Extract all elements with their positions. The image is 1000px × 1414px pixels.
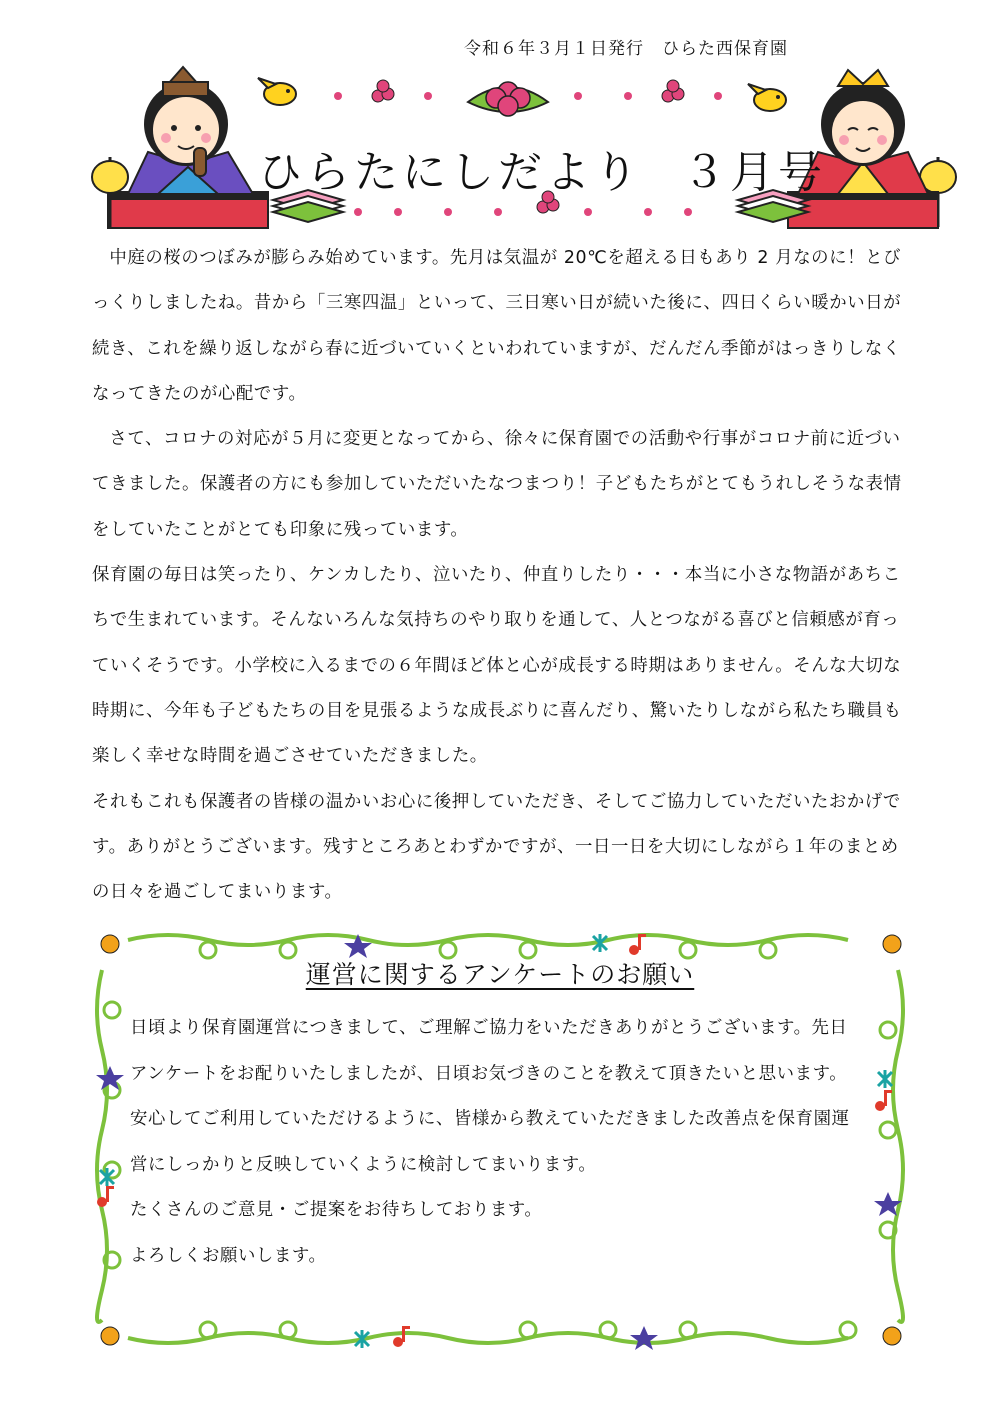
body-paragraph: 中庭の桜のつぼみが膨らみ始めています。先月は気温が 20℃を超える日もあり 2 月なのに！とびっくりしましたね。昔から「三寒四温」といって、三日寒い日が続いた後に、四日くらい暖かい日が続き、これを繰り返しながら春に近づいていくといわれていますが、だんだん季節がはっきりしなくなってきたのが心配です。 (92, 248, 902, 404)
body-text (92, 236, 914, 915)
body-paragraph: さて、コロナの対応が５月に変更となってから、徐々に保育園での活動や行事がコロナ前に近づいてきました。保護者の方にも参加していただいたなつまつり！子どもたちがとてもうれしそうな表情をしていたことがとても印象に残っています。 (92, 429, 902, 540)
notice-paragraph: たくさんのご意見・ご提案をお待ちしております。 (130, 1200, 543, 1220)
center-flower-icon (468, 82, 548, 116)
odairi-doll-icon (108, 67, 268, 228)
notice-text (130, 1006, 860, 1279)
bird-icon (748, 84, 786, 111)
newsletter-title (258, 136, 826, 200)
title-text: ひらたにしだより (258, 147, 642, 198)
issue-line: 令和６年３月１日発行 ひらた西保育園 (464, 39, 788, 59)
issue-number: ３月号 (682, 147, 826, 198)
notice-paragraph: よろしくお願いします。 (130, 1245, 327, 1266)
body-paragraph: 保育園の毎日は笑ったり、ケンカしたり、泣いたり、仲直りしたり・・・本当に小さな物語があちこちで生まれています。そんないろんな気持ちのやり取りを通して、人とつながる喜びと信頼感が育っていくそうです。小学校に入るまでの６年間ほど体と心が成長する時期はありません。そんな大切な時期に、今年も子どもたちの目を見張るような成長ぶりに喜んだり、驚いたりしながら私たち職員も楽しく幸せな時間を過ごさせていただきました。 (92, 565, 902, 767)
notice-paragraph: 日頃より保育園運営につきまして、ご理解ご協力をいただきありがとうございます。先日アンケートをお配りいたしましたが、日頃お気づきのことを教えて頂きたいと思います。 (130, 1018, 848, 1084)
notice-paragraph: 安心してご利用していただけるように、皆様から教えていただきました改善点を保育園運営にしっかりと反映していくように検討してまいります。 (130, 1109, 850, 1175)
notice-title-text: 運営に関するアンケートのお願い (305, 960, 695, 989)
body-paragraph: それもこれも保護者の皆様の温かいお心に後押していただき、そしてご協力していただいたおかげです。ありがとうございます。残すところあとわずかですが、一日一日を大切にしながら１年のまとめの日々を過ごしてまいります。 (92, 791, 901, 903)
bird-icon (258, 78, 296, 105)
notice-title (0, 955, 1000, 991)
